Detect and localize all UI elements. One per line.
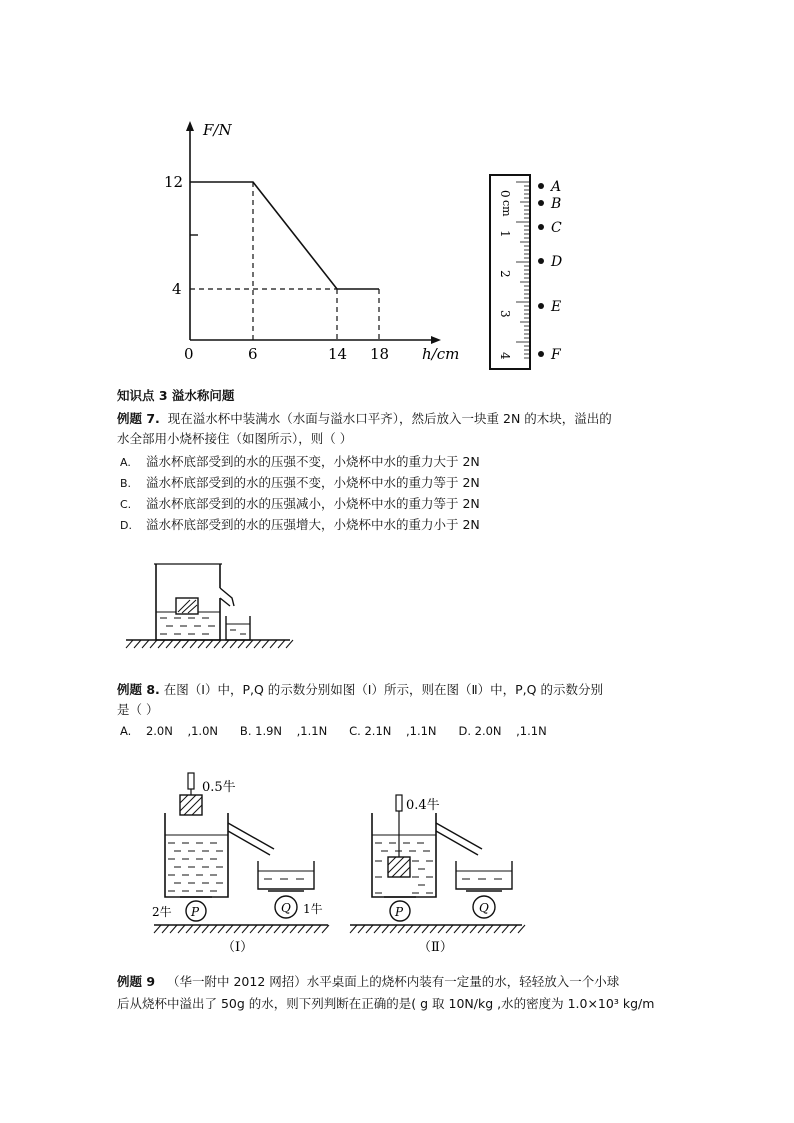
example-7-option-b: B. 溢水杯底部受到的水的压强不变，小烧杯中水的重力等于 2N xyxy=(120,475,480,490)
example-8-line-1 xyxy=(117,680,603,700)
spring-scale-figures xyxy=(150,765,530,965)
ruler-unit: cm xyxy=(500,200,513,217)
ruler-number-1: 1 xyxy=(498,230,512,238)
spring-reading-2: 0.4牛 xyxy=(406,798,440,813)
x-axis-arrow xyxy=(431,336,441,344)
example-7-line-1 xyxy=(117,409,612,429)
overflow-cup-figure xyxy=(118,558,298,658)
scale-q-reading-1: 1牛 xyxy=(303,902,323,916)
ruler-figure xyxy=(485,172,575,372)
force-curve xyxy=(190,182,379,289)
point-label-f: F xyxy=(551,347,561,363)
point-b xyxy=(538,200,544,206)
point-label-b: B xyxy=(551,196,562,212)
ruler-number-4: 4 xyxy=(498,352,512,360)
point-a xyxy=(538,183,544,189)
scale-q-label-2: Q xyxy=(479,901,489,915)
x-axis-label: h/cm xyxy=(422,345,460,363)
point-label-c: C xyxy=(551,220,562,236)
example-7-text-1: 现在溢水杯中装满水（水面与溢水口平齐），然后放入一块重 2N 的木块，溢出的 xyxy=(167,411,612,426)
y-axis-label: F/N xyxy=(203,121,232,139)
point-c xyxy=(538,224,544,230)
y-tick-12: 12 xyxy=(164,173,184,191)
wood-block xyxy=(176,598,198,614)
spring-reading-1: 0.5牛 xyxy=(202,780,236,795)
example-7-option-c: C. 溢水杯底部受到的水的压强减小，小烧杯中水的重力等于 2N xyxy=(120,496,480,511)
example-8-options: A. 2.0N ,1.0N B. 1.9N ,1.1N C. 2.1N ,1.1N D. 2.0N ,1.1N xyxy=(120,724,547,738)
point-e xyxy=(538,303,544,309)
x-tick-0: 0 xyxy=(184,345,194,363)
example-7-label: 例题 7. xyxy=(117,411,160,426)
example-8-text-1: 在图（Ⅰ）中，P,Q 的示数分别如图（Ⅰ）所示，则在图（Ⅱ）中，P,Q 的示数分别 xyxy=(163,682,603,697)
point-f xyxy=(538,351,544,357)
example-7-option-d: D. 溢水杯底部受到的水的压强增大，小烧杯中水的重力小于 2N xyxy=(120,517,480,532)
y-tick-4: 4 xyxy=(172,280,182,298)
figure-2 xyxy=(350,795,525,955)
example-9-label: 例题 9 xyxy=(117,974,156,989)
point-label-a: A xyxy=(551,179,562,195)
spring-scale-1 xyxy=(188,773,194,789)
x-tick-18: 18 xyxy=(370,345,390,363)
point-d xyxy=(538,258,544,264)
scale-p-label-1: P xyxy=(191,905,200,919)
example-9-line-1 xyxy=(117,972,619,992)
ruler-number-3: 3 xyxy=(498,310,512,318)
scale-q-label-1: Q xyxy=(281,901,291,915)
scale-p-label-2: P xyxy=(395,905,404,919)
example-8-label: 例题 8. xyxy=(117,682,160,697)
spring-scale-2 xyxy=(396,795,402,811)
figure-2-caption: （Ⅱ） xyxy=(418,940,453,955)
example-7-option-a: A. 溢水杯底部受到的水的压强不变，小烧杯中水的重力大于 2N xyxy=(120,454,480,469)
ruler-number-0: 0 xyxy=(498,190,512,198)
section-heading: 知识点 3 溢水称问题 xyxy=(117,388,235,403)
scale-p-reading-1: 2牛 xyxy=(152,905,172,919)
example-9-line-2: 后从烧杯中溢出了 50g 的水，则下列判断在正确的是( g 取 10N/kg ,水的密度为 1.0×10³ kg/m xyxy=(117,996,655,1011)
example-8-line-2: 是（ ） xyxy=(117,702,159,717)
example-9-text-1: （华一附中 2012 网招）水平桌面上的烧杯内装有一定量的水，轻轻放入一个小球 xyxy=(166,974,620,989)
y-axis-arrow xyxy=(186,121,194,131)
ruler-number-2: 2 xyxy=(498,270,512,278)
force-depth-graph xyxy=(150,115,470,370)
point-label-e: E xyxy=(551,299,562,315)
small-beaker xyxy=(226,616,250,640)
x-tick-14: 14 xyxy=(328,345,348,363)
x-tick-6: 6 xyxy=(248,345,258,363)
point-label-d: D xyxy=(551,254,563,270)
figure-1-caption: （Ⅰ） xyxy=(222,940,254,955)
example-7-line-2: 水全部用小烧杯接住（如图所示），则（ ） xyxy=(117,431,353,446)
figure-1 xyxy=(152,773,329,955)
